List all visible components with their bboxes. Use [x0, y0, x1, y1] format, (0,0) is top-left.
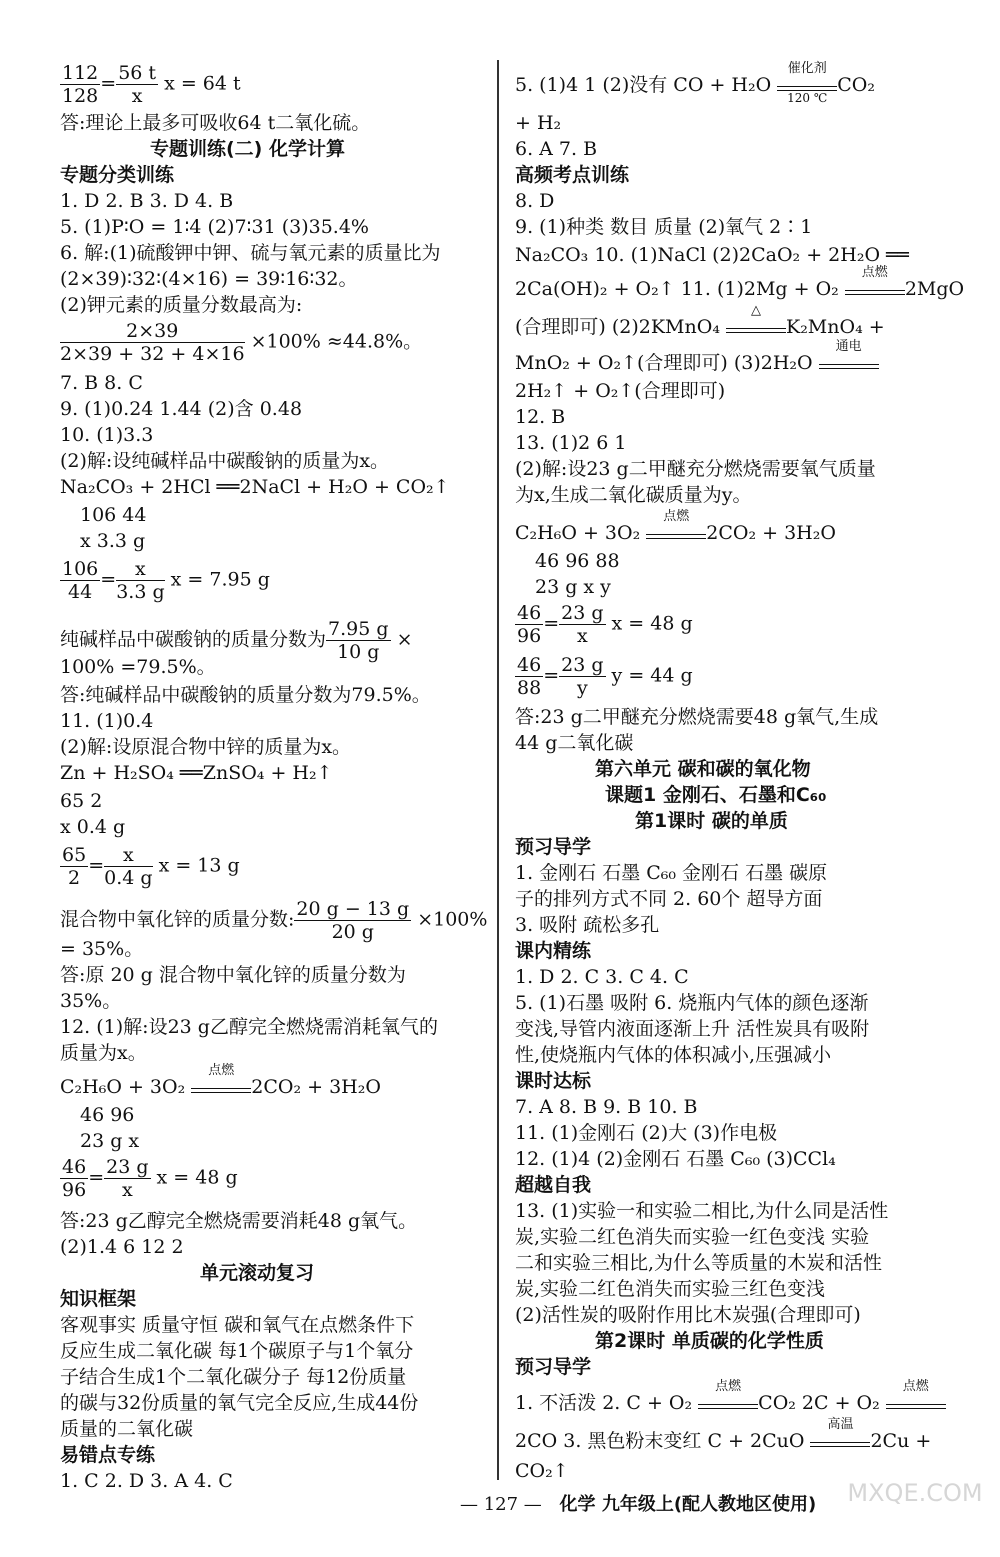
section-heading: 单元滚动复习	[200, 1262, 315, 1284]
reaction-condition	[646, 509, 706, 539]
equals-sign	[191, 1088, 251, 1093]
section-heading: 课内精练	[515, 940, 592, 962]
text-line: 12. (1)解:设23 g乙醇完全燃烧需消耗氧气的	[60, 1016, 438, 1038]
fraction-numerator: x	[116, 558, 164, 581]
text-line	[60, 1063, 381, 1100]
text-line	[60, 62, 241, 107]
text-line: 答:理论上最多可吸收64 t二氧化硫。	[60, 112, 371, 134]
fraction-denominator: 128	[62, 85, 99, 107]
text-line	[515, 265, 965, 302]
text-line: 6. A 7. B	[515, 138, 598, 160]
section-heading: 超越自我	[515, 1174, 592, 1196]
column-divider	[497, 60, 499, 1480]
text-run: =	[100, 72, 117, 95]
equals-sign	[726, 328, 786, 333]
text-line: 13. (1)2 6 1	[515, 432, 627, 454]
text-line: 9. (1)0.24 1.44 (2)含 0.48	[60, 398, 303, 420]
text-run: y = 44 g	[605, 664, 693, 687]
text-line: 13. (1)实验一和实验二相比,为什么同是活性	[515, 1200, 889, 1222]
fraction	[116, 62, 158, 107]
text-line: 性,使烧瓶内气体的体积减小,压强减小	[515, 1044, 832, 1066]
fraction-denominator: 88	[517, 677, 542, 699]
fraction	[60, 844, 88, 889]
text-line: 子的排列方式不同 2. 60个 超导方面	[515, 888, 823, 910]
fraction	[294, 898, 411, 943]
text-run: C₂H₆O + 3O₂	[60, 1076, 192, 1098]
text-line: 答:23 g二甲醚充分燃烧需要48 g氧气,生成	[515, 706, 879, 728]
text-line: x 0.4 g	[60, 816, 126, 838]
condition-top: 点燃	[902, 1379, 929, 1394]
text-line: (2)钾元素的质量分数最高为:	[60, 294, 303, 316]
section-heading: 易错点专练	[60, 1444, 156, 1466]
text-run: x = 7.95 g	[164, 568, 270, 591]
text-line	[515, 509, 836, 546]
condition-top: 点燃	[208, 1063, 235, 1078]
reaction-condition	[819, 339, 879, 369]
fraction	[60, 62, 100, 107]
section-heading: 知识框架	[60, 1288, 137, 1310]
fraction-numerator: 46	[517, 602, 542, 624]
text-run: =	[88, 854, 105, 877]
text-line	[515, 602, 693, 647]
reaction-condition	[726, 303, 786, 333]
fraction-numerator: 7.95 g	[328, 618, 389, 640]
fraction-denominator: 96	[62, 1179, 87, 1201]
fraction	[116, 558, 164, 603]
text-line: 1. C 2. D 3. A 4. C	[60, 1470, 233, 1492]
text-line: 5. (1)石墨 吸附 6. 烧瓶内气体的颜色逐渐	[515, 992, 869, 1014]
text-line: (2)解:设23 g二甲醚充分燃烧需要氧气质量	[515, 458, 876, 480]
text-line: 质量的二氧化碳	[60, 1418, 194, 1440]
text-line: 5. (1)P∶O = 1∶4 (2)7∶31 (3)35.4%	[60, 216, 369, 238]
page-number: — 127 —	[460, 1494, 542, 1515]
fraction-denominator: x	[576, 625, 588, 647]
section-heading: 课时达标	[515, 1070, 592, 1092]
text-line: 11. (1)0.4	[60, 710, 154, 732]
fraction-numerator: 23 g	[561, 654, 604, 676]
condition-bottom: 120 ℃	[787, 91, 828, 105]
text-line	[60, 1156, 238, 1201]
text-run: ×100% ≈44.8%。	[244, 330, 423, 353]
text-run: x = 48 g	[150, 1166, 238, 1189]
text-line: 3. 吸附 疏松多孔	[515, 914, 660, 936]
text-line: 6. 解:(1)硫酸钾中钾、硫与氧元素的质量比为	[60, 242, 441, 264]
text-line: 变浅,导管内液面逐渐上升 活性炭具有吸附	[515, 1018, 870, 1040]
fraction-denominator: 10 g	[337, 641, 380, 663]
text-line: 12. (1)4 (2)金刚石 石墨 C₆₀ (3)CCl₄	[515, 1148, 836, 1170]
text-line: 11. (1)金刚石 (2)大 (3)作电极	[515, 1122, 778, 1144]
fraction-denominator: x	[121, 1179, 133, 1201]
equals-sign	[886, 1404, 946, 1409]
reaction-condition	[886, 1379, 946, 1409]
text-run: 2CO 3. 黑色粉末变红 C + 2CuO	[515, 1430, 811, 1452]
fraction-numerator: 106	[62, 558, 99, 580]
fraction	[60, 1156, 88, 1201]
text-line: 客观事实 质量守恒 碳和氧气在点燃条件下	[60, 1314, 415, 1336]
text-line	[60, 844, 240, 889]
text-line: 子结合生成1个二氧化碳分子 每12份质量	[60, 1366, 407, 1388]
text-run: MnO₂ + O₂↑(合理即可) (3)2H₂O	[515, 352, 819, 374]
reaction-condition	[777, 61, 837, 105]
condition-top: 点燃	[663, 509, 690, 524]
text-line: 为x,生成二氧化碳质量为y。	[515, 484, 752, 506]
text-line: 答:纯碱样品中碳酸钠的质量分数为79.5%。	[60, 684, 431, 706]
section-heading: 专题分类训练	[60, 164, 175, 186]
fraction	[104, 844, 152, 889]
text-line	[60, 558, 270, 603]
text-line: 106 44	[80, 504, 147, 526]
fraction	[559, 602, 605, 647]
text-run: 5. (1)4 1 (2)没有 CO + H₂O	[515, 74, 778, 96]
text-line: (2)活性炭的吸附作用比木炭强(合理即可)	[515, 1304, 861, 1326]
text-line: = 35%。	[60, 938, 144, 960]
text-line: 1. D 2. C 3. C 4. C	[515, 966, 689, 988]
text-line: 2H₂↑ + O₂↑(合理即可)	[515, 380, 726, 402]
text-line: 1. D 2. B 3. D 4. B	[60, 190, 234, 212]
text-run: K₂MnO₄ +	[786, 316, 885, 338]
fraction	[559, 654, 605, 699]
text-line: 反应生成二氧化碳 每1个碳原子与1个氧分	[60, 1340, 414, 1362]
text-run: CO₂ 2C + O₂	[758, 1392, 886, 1414]
text-line: 35%。	[60, 990, 122, 1012]
text-run: =	[100, 568, 117, 591]
text-run: ×100%	[411, 908, 488, 931]
fraction	[326, 618, 391, 663]
text-run: x = 13 g	[152, 854, 240, 877]
text-line: + H₂	[515, 112, 562, 134]
reaction-condition	[698, 1379, 758, 1409]
fraction-denominator: 2	[68, 867, 81, 889]
fraction-numerator: 2×39	[60, 320, 245, 343]
fraction-numerator: 20 g − 13 g	[296, 898, 410, 920]
section-heading: 预习导学	[515, 836, 592, 858]
text-line: Zn + H₂SO₄ ══ZnSO₄ + H₂↑	[60, 762, 333, 784]
reaction-condition	[810, 1417, 870, 1447]
text-run: (合理即可) (2)2KMnO₄	[515, 316, 726, 338]
condition-top: 点燃	[715, 1379, 742, 1394]
text-line: 12. B	[515, 406, 566, 428]
text-line	[515, 61, 875, 105]
text-line: 质量为x。	[60, 1042, 147, 1064]
text-line	[60, 320, 422, 365]
fraction-numerator: 46	[62, 1156, 87, 1178]
text-run: C₂H₆O + 3O₂	[515, 522, 647, 544]
text-line	[515, 303, 885, 340]
watermark-text: MXQE.COM	[847, 1479, 983, 1507]
reaction-condition	[845, 265, 905, 295]
section-heading: 预习导学	[515, 1356, 592, 1378]
equals-sign	[819, 364, 879, 369]
text-run: x = 64 t	[158, 72, 241, 95]
text-line	[515, 654, 693, 699]
fraction	[515, 654, 543, 699]
section-heading: 专题训练(二) 化学计算	[150, 138, 345, 160]
text-line	[515, 339, 879, 376]
text-line: 7. A 8. B 9. B 10. B	[515, 1096, 698, 1118]
text-line	[515, 1379, 946, 1416]
equals-sign	[698, 1404, 758, 1409]
text-line: 的碳与32份质量的氧气完全反应,生成44份	[60, 1392, 419, 1414]
text-line: 炭,实验二红色消失而实验一红色变浅 实验	[515, 1226, 870, 1248]
fraction-numerator: 65	[62, 844, 87, 866]
text-run: 2MgO	[904, 278, 965, 300]
text-run: 2CO₂ + 3H₂O	[251, 1076, 381, 1098]
text-run: 混合物中氧化锌的质量分数:	[60, 908, 295, 931]
text-run: ×	[390, 628, 413, 651]
equals-sign	[810, 1442, 870, 1447]
fraction-denominator: 3.3 g	[116, 581, 165, 603]
text-line: 46 96	[80, 1104, 135, 1126]
text-line: x 3.3 g	[80, 530, 146, 552]
fraction-numerator: x	[104, 844, 152, 867]
text-line: 答:23 g乙醇完全燃烧需要消耗48 g氧气。	[60, 1210, 418, 1232]
section-heading: 第2课时 单质碳的化学性质	[595, 1330, 824, 1352]
text-run: =	[543, 664, 560, 687]
text-line: CO₂↑	[515, 1460, 569, 1482]
fraction	[104, 1156, 150, 1201]
fraction-numerator: 112	[62, 62, 99, 84]
condition-top: 高温	[827, 1417, 854, 1432]
fraction	[60, 320, 245, 365]
text-line: 9. (1)种类 数目 质量 (2)氧气 2∶1	[515, 216, 813, 238]
text-line: 44 g二氧化碳	[515, 732, 634, 754]
text-line: 65 2	[60, 790, 103, 812]
section-heading: 高频考点训练	[515, 164, 630, 186]
fraction-denominator: 2×39 + 32 + 4×16	[60, 343, 245, 365]
text-line	[515, 1417, 932, 1454]
condition-top: 点燃	[861, 265, 888, 280]
watermark	[840, 1479, 990, 1549]
fraction	[515, 602, 543, 647]
text-line: 10. (1)3.3	[60, 424, 154, 446]
text-run: CO₂	[837, 74, 875, 96]
section-heading: 第六单元 碳和碳的氧化物	[595, 758, 811, 780]
text-line: 100% =79.5%。	[60, 656, 216, 678]
text-line: 7. B 8. C	[60, 372, 143, 394]
condition-top: △	[751, 303, 761, 318]
equals-sign	[845, 290, 905, 295]
text-run: 1. 不活泼 2. C + O₂	[515, 1392, 699, 1414]
fraction	[60, 558, 100, 603]
fraction-numerator: 23 g	[561, 602, 604, 624]
fraction-denominator: 44	[68, 581, 93, 603]
text-run: 2CO₂ + 3H₂O	[706, 522, 836, 544]
text-run: 2Ca(OH)₂ + O₂↑ 11. (1)2Mg + O₂	[515, 278, 845, 300]
text-line: 46 96 88	[535, 550, 620, 572]
text-line: 8. D	[515, 190, 555, 212]
text-line: Na₂CO₃ 10. (1)NaCl (2)2CaO₂ + 2H₂O ══	[515, 244, 909, 266]
section-heading: 第1课时 碳的单质	[635, 810, 788, 832]
text-line: 1. 金刚石 石墨 C₆₀ 金刚石 石墨 碳原	[515, 862, 828, 884]
text-line: Na₂CO₃ + 2HCl ══2NaCl + H₂O + CO₂↑	[60, 476, 450, 498]
fraction-denominator: y	[576, 677, 588, 699]
text-run: x = 48 g	[605, 612, 693, 635]
text-run: 2Cu +	[870, 1430, 932, 1452]
text-line: (2×39)∶32∶(4×16) = 39∶16∶32。	[60, 268, 358, 290]
text-line: 二和实验三相比,为什么等质量的木炭和活性	[515, 1252, 883, 1274]
equals-sign	[646, 534, 706, 539]
text-run: 纯碱样品中碳酸钠的质量分数为	[60, 628, 327, 651]
fraction-numerator: 56 t	[118, 62, 157, 84]
text-run: =	[88, 1166, 105, 1189]
text-line: 炭,实验二红色消失而实验三红色变浅	[515, 1278, 826, 1300]
section-heading: 课题1 金刚石、石墨和C₆₀	[605, 784, 827, 806]
text-line: 答:原 20 g 混合物中氧化锌的质量分数为	[60, 964, 406, 986]
text-line: (2)1.4 6 12 2	[60, 1236, 184, 1258]
text-line: (2)解:设纯碱样品中碳酸钠的质量为x。	[60, 450, 390, 472]
condition-top: 通电	[835, 339, 862, 354]
fraction-denominator: x	[131, 85, 143, 107]
page-footer	[460, 1490, 816, 1516]
fraction-numerator: 46	[517, 654, 542, 676]
fraction-denominator: 0.4 g	[104, 867, 153, 889]
fraction-denominator: 96	[517, 625, 542, 647]
reaction-condition	[191, 1063, 251, 1093]
text-line: 23 g x	[80, 1130, 140, 1152]
text-run: =	[543, 612, 560, 635]
text-line: 23 g x y	[535, 576, 611, 598]
footer-subject: 化学 九年级上(配人教地区使用)	[559, 1494, 817, 1515]
condition-top: 催化剂	[787, 61, 827, 76]
fraction-numerator: 23 g	[106, 1156, 149, 1178]
fraction-denominator: 20 g	[331, 921, 374, 943]
text-line: (2)解:设原混合物中锌的质量为x。	[60, 736, 352, 758]
